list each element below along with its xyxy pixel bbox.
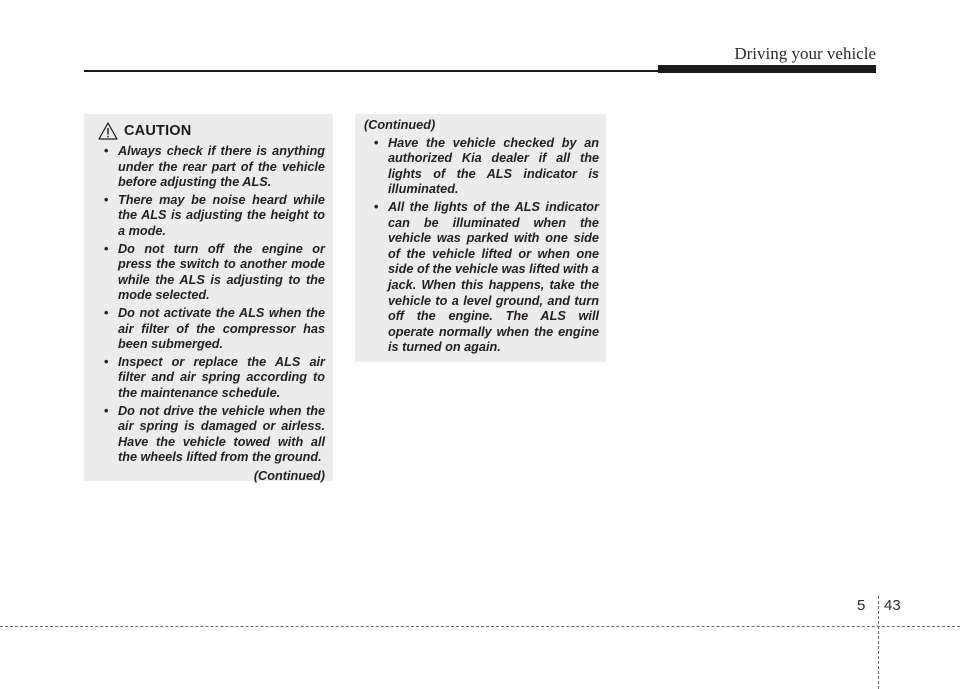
- header-title: Driving your vehicle: [734, 44, 876, 63]
- warning-triangle-icon: [98, 122, 118, 140]
- header-rule-thin: [84, 70, 660, 72]
- caution-item: • Always check if there is anything under the rear part of the vehicle before adjusting the ALS.: [94, 144, 325, 191]
- continued-item: • Have the vehicle checked by an authorized Kia dealer if all the lights of the ALS indicator is illuminated.: [364, 136, 599, 198]
- caution-item: • Do not drive the vehicle when the air spring is damaged or airless. Have the vehicle towed with all the wheels lifted from the ground.: [94, 404, 325, 466]
- header-rule-thick: [658, 65, 876, 73]
- caution-box: [84, 114, 333, 481]
- page-number: 43: [884, 597, 901, 614]
- caution-item: • Do not turn off the engine or press the switch to another mode while the ALS is adjusting to the mode selected.: [94, 242, 325, 304]
- footer-dashed-rule: [0, 626, 960, 627]
- continued-item: • All the lights of the ALS indicator can be illuminated when the vehicle was parked with one side of the vehicle lifted or when one side of the vehicle was lifted with a jack. When this happens, take the vehicle to a level ground, and turn off the engine. The ALS will operate normally when the engine is turned on again.: [364, 200, 599, 356]
- caution-list: [94, 144, 325, 466]
- caution-item: • Inspect or replace the ALS air filter and air spring according to the maintenance schedule.: [94, 355, 325, 402]
- continued-list: [364, 136, 599, 356]
- continued-heading: (Continued): [364, 118, 436, 132]
- footer-dashed-divider: [878, 596, 879, 689]
- caution-header: [98, 120, 325, 142]
- caution-item: • There may be noise heard while the ALS is adjusting the height to a mode.: [94, 193, 325, 240]
- continued-label: (Continued): [253, 468, 325, 483]
- continued-box: [355, 114, 606, 362]
- chapter-number: 5: [857, 597, 866, 614]
- caution-title: CAUTION: [124, 123, 192, 139]
- caution-item: • Do not activate the ALS when the air filter of the compressor has been submerged.: [94, 306, 325, 353]
